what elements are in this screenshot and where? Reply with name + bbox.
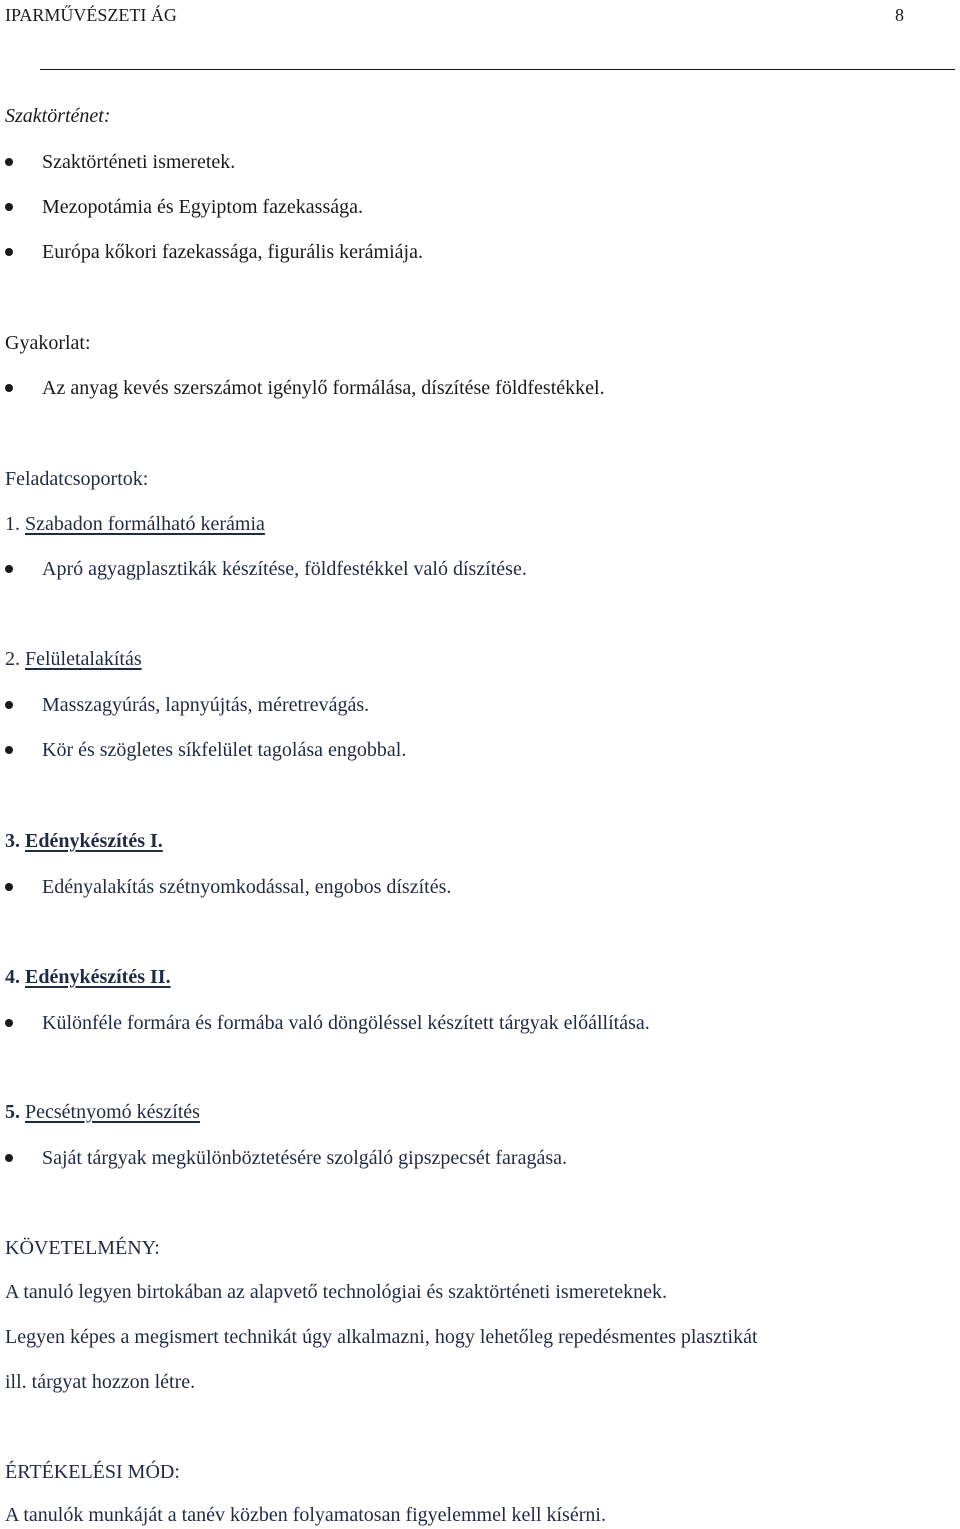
bullet [5, 1154, 13, 1162]
paragraph-line: A tanuló legyen birtokában az alapvető technológiai és szaktörténeti ismereteknek. [5, 1281, 667, 1303]
group-title: Szabadon formálható kerámia [25, 513, 265, 535]
group-title-5 [5, 1100, 200, 1124]
list-item: Mezopotámia és Egyiptom fazekassága. [42, 196, 363, 218]
group-title-1 [5, 512, 265, 536]
group-number: 1. [5, 513, 20, 535]
bullet [5, 565, 13, 573]
list-item: Az anyag kevés szerszámot igénylő formálása, díszítése földfestékkel. [42, 377, 605, 399]
list-item: Európa kőkori fazekassága, figurális kerámiája. [42, 241, 423, 263]
paragraph-line: ill. tárgyat hozzon létre. [5, 1371, 196, 1393]
paragraph-line: Legyen képes a megismert technikát úgy alkalmazni, hogy lehetőleg repedésmentes plasztikát [5, 1326, 758, 1348]
list-item: Szaktörténeti ismeretek. [42, 151, 236, 173]
bullet [5, 203, 13, 211]
section-heading-szaktortenet: Szaktörténet: [5, 105, 111, 127]
bullet [5, 1019, 13, 1027]
section-heading-gyakorlat: Gyakorlat: [5, 332, 91, 354]
list-item: Kör és szögletes síkfelület tagolása engobbal. [42, 739, 407, 761]
group-title: Edénykészítés II. [25, 966, 171, 988]
bullet [5, 248, 13, 256]
group-title: Pecsétnyomó készítés [25, 1101, 200, 1123]
group-number: 2. [5, 648, 20, 670]
page-header-title: IPARMŰVÉSZETI ÁG [5, 5, 177, 25]
group-title: Felületalakítás [25, 648, 142, 670]
section-heading-ertekelesi-mod: ÉRTÉKELÉSI MÓD: [5, 1461, 180, 1483]
list-item: Edényalakítás szétnyomkodással, engobos díszítés. [42, 876, 452, 898]
bullet [5, 158, 13, 166]
bullet [5, 701, 13, 709]
group-title: Edénykészítés I. [25, 830, 163, 852]
section-heading-feladatcsoportok: Feladatcsoportok: [5, 468, 149, 490]
group-title-4 [5, 965, 171, 989]
bullet [5, 384, 13, 392]
group-number: 5. [5, 1101, 20, 1123]
paragraph-line: A tanulók munkáját a tanév közben folyamatosan figyelemmel kell kísérni. [5, 1504, 606, 1526]
bullet [5, 883, 13, 891]
page-number: 8 [895, 5, 904, 25]
header-rule [40, 69, 955, 70]
bullet [5, 746, 13, 754]
group-number: 4. [5, 966, 20, 988]
section-heading-kovetelmeny: KÖVETELMÉNY: [5, 1237, 160, 1259]
list-item: Saját tárgyak megkülönböztetésére szolgáló gipszpecsét faragása. [42, 1147, 567, 1169]
list-item: Különféle formára és formába való döngöléssel készített tárgyak előállítása. [42, 1012, 650, 1034]
group-number: 3. [5, 830, 20, 852]
list-item: Masszagyúrás, lapnyújtás, méretrevágás. [42, 694, 370, 716]
group-title-3 [5, 829, 163, 853]
list-item: Apró agyagplasztikák készítése, földfestékkel való díszítése. [42, 558, 527, 580]
group-title-2 [5, 647, 142, 671]
